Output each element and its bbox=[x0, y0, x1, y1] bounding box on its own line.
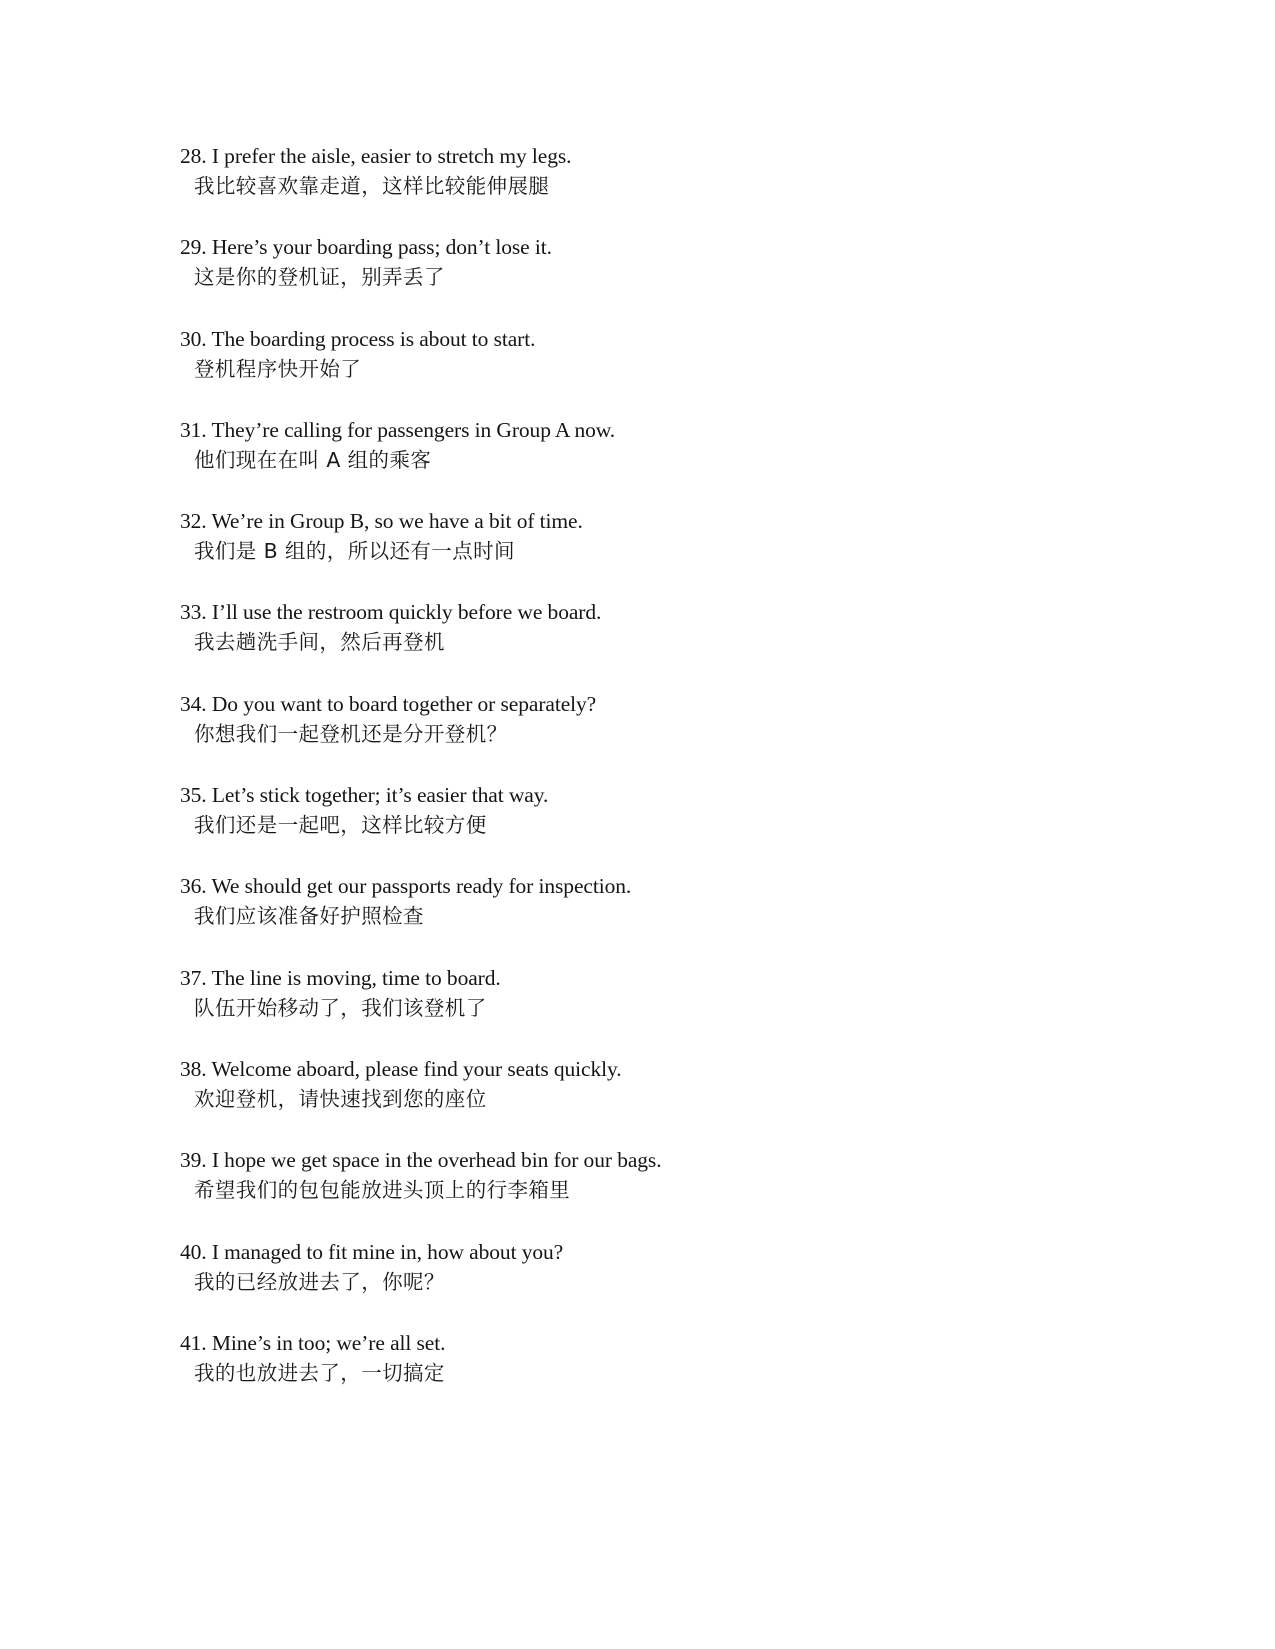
chinese-translation: 这是你的登机证，别弄丢了 bbox=[194, 265, 445, 290]
english-sentence: 38. Welcome aboard, please find your seats quickly. bbox=[180, 1056, 622, 1081]
chinese-translation: 他们现在在叫 A 组的乘客 bbox=[194, 447, 432, 472]
chinese-translation: 你想我们一起登机还是分开登机？ bbox=[194, 721, 508, 746]
chinese-translation: 我们是 B 组的，所以还有一点时间 bbox=[194, 539, 515, 564]
english-sentence: 32. We’re in Group B, so we have a bit of time. bbox=[180, 509, 583, 534]
english-sentence: 31. They’re calling for passengers in Group A now. bbox=[180, 417, 616, 442]
chinese-translation: 希望我们的包包能放进头顶上的行李箱里 bbox=[194, 1178, 571, 1203]
chinese-translation: 我的也放进去了，一切搞定 bbox=[194, 1360, 445, 1385]
chinese-translation: 欢迎登机，请快速找到您的座位 bbox=[194, 1086, 487, 1111]
english-sentence: 30. The boarding process is about to start. bbox=[180, 326, 536, 351]
chinese-translation: 登机程序快开始了 bbox=[194, 356, 362, 381]
chinese-translation: 我去趟洗手间，然后再登机 bbox=[194, 630, 445, 655]
chinese-translation: 队伍开始移动了，我们该登机了 bbox=[194, 995, 487, 1020]
english-sentence: 37. The line is moving, time to board. bbox=[180, 965, 501, 990]
english-sentence: 34. Do you want to board together or separately? bbox=[180, 691, 597, 716]
chinese-translation: 我们应该准备好护照检查 bbox=[194, 904, 424, 929]
english-sentence: 33. I’ll use the restroom quickly before we board. bbox=[180, 600, 602, 625]
english-sentence: 28. I prefer the aisle, easier to stretch my legs. bbox=[180, 144, 572, 168]
chinese-translation: 我的已经放进去了，你呢？ bbox=[194, 1269, 445, 1294]
english-sentence: 39. I hope we get space in the overhead bin for our bags. bbox=[180, 1148, 662, 1173]
chinese-translation: 我们还是一起吧，这样比较方便 bbox=[194, 813, 487, 838]
english-sentence: 29. Here’s your boarding pass; don’t lose it. bbox=[180, 235, 552, 260]
english-sentence: 40. I managed to fit mine in, how about you? bbox=[180, 1239, 564, 1264]
english-sentence: 36. We should get our passports ready for inspection. bbox=[180, 874, 632, 899]
chinese-translation: 我比较喜欢靠走道，这样比较能伸展腿 bbox=[194, 174, 550, 198]
english-sentence: 41. Mine’s in too; we’re all set. bbox=[180, 1330, 446, 1355]
english-sentence: 35. Let’s stick together; it’s easier that way. bbox=[180, 783, 549, 808]
